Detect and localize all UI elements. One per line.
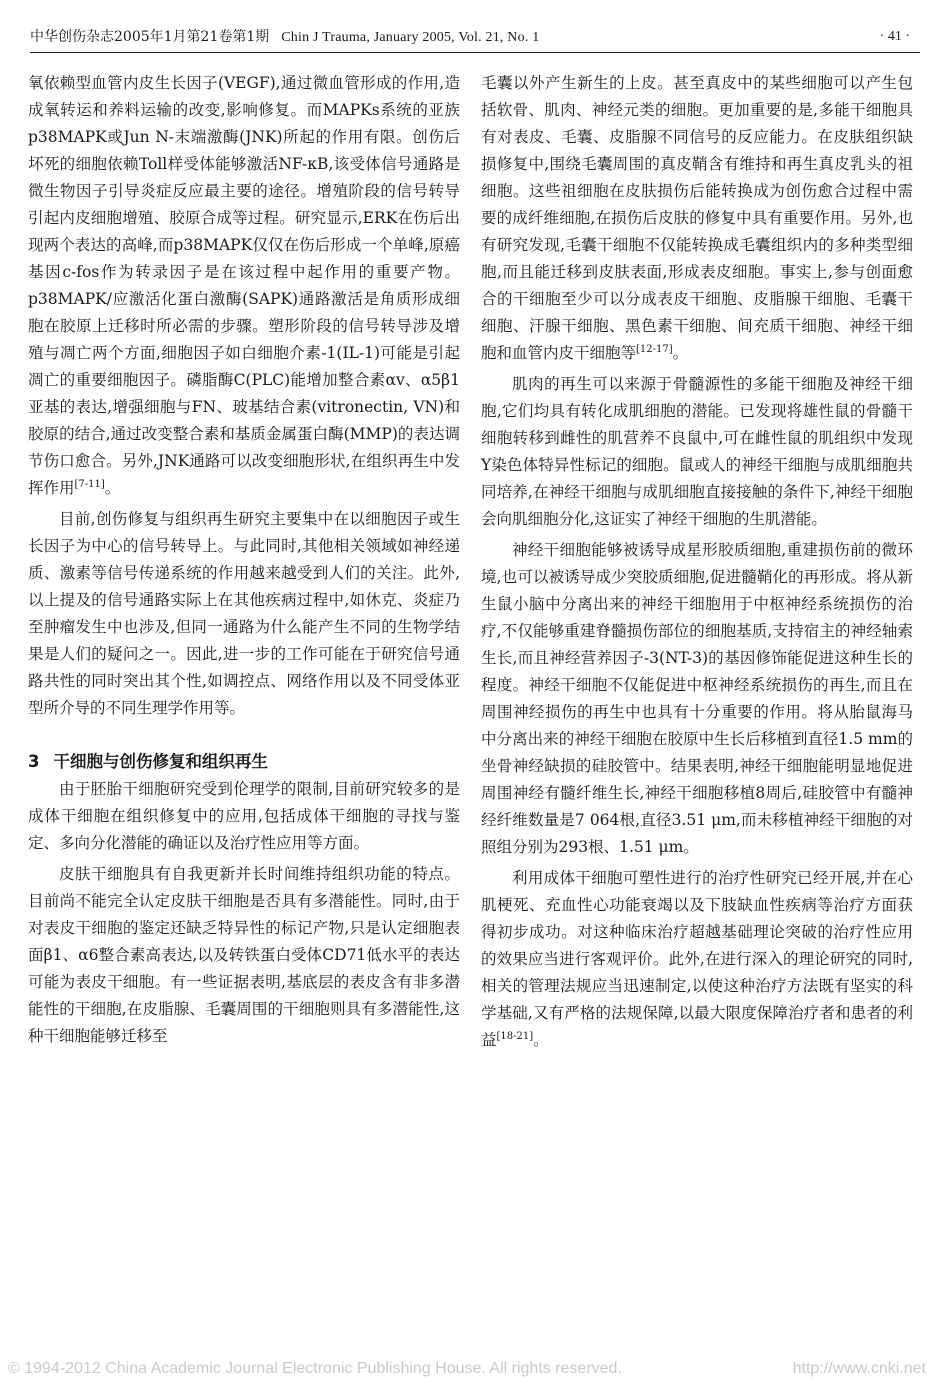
footer-url[interactable]: http://www.cnki.net [792, 1360, 926, 1377]
citation: [12-17] [636, 343, 673, 355]
paragraph-end: 。 [672, 344, 689, 362]
section-title: 干细胞与创伤修复和组织再生 [53, 752, 268, 771]
running-header [30, 26, 920, 53]
citation: [7-11] [74, 478, 105, 490]
paragraph-end: 。 [533, 1031, 549, 1049]
paragraph [28, 70, 460, 502]
paragraph [481, 70, 913, 367]
section-number: 3 [28, 752, 40, 771]
paragraph: 神经干细胞能够被诱导成星形胶质细胞,重建损伤前的微环境,也可以被诱导成少突胶质细胞,促进髓鞘化的再形成。将从新生鼠小脑中分离出来的神经干细胞用于中枢神经系统损伤的治疗,不仅能够重建脊髓损伤部位的细胞基质,支持宿主的神经轴索生长,而且神经营养因子-3(NT-3)的基因修饰能促进这种生长的程度。神经干细胞不仅能促进中枢神经系统损伤的再生,而且在周围神经损伤的再生中也具有十分重要的作用。将从胎鼠海马中分离出来的神经干细胞在胶原中生长后移植到直径1.5 mm的坐骨神经缺损的硅胶管中。结果表明,神经干细胞能明显地促进周围神经有髓纤维生长,神经干细胞移植8周后,硅胶管中有髓神经纤维数量是7 064根,直径3.51 μm,而未移植神经干细胞的对照组分别为293根、1.51 μm。 [481, 541, 913, 856]
page-number: · 41 · [879, 29, 910, 44]
journal-name-en: Chin J Trauma, January 2005, Vol. 21, No. 1 [281, 30, 540, 45]
paragraph: 肌肉的再生可以来源于骨髓源性的多能干细胞及神经干细胞,它们均具有转化成肌细胞的潜能。已发现将雄性鼠的骨髓干细胞转移到雌性的肌营养不良鼠中,可在雌性鼠的肌组织中发现Y染色体特异性标记的细胞。鼠或人的神经干细胞与成肌细胞共同培养,在神经干细胞与成肌细胞直接接触的条件下,神经干细胞会向肌细胞分化,这证实了神经干细胞的生肌潜能。 [481, 375, 913, 528]
copyright-notice: © 1994-2012 China Academic Journal Electronic Publishing House. All rights reserved. [8, 1360, 622, 1377]
paragraph-text: 毛囊以外产生新生的上皮。甚至真皮中的某些细胞可以产生包括软骨、肌肉、神经元类的细胞。更加重要的是,多能干细胞具有对表皮、毛囊、皮脂腺不同信号的反应能力。在皮肤组织缺损修复中,围绕毛囊周围的真皮鞘含有维持和再生真皮乳头的祖细胞。这些祖细胞在皮肤损伤后能转换成为创伤愈合过程中需要的成纤维细胞,在损伤后皮肤的修复中具有重要作用。另外,也有研究发现,毛囊干细胞不仅能转换成毛囊组织内的多种类型细胞,而且能迁移到皮肤表面,形成表皮细胞。事实上,参与创面愈合的干细胞至少可以分成表皮干细胞、皮脂腺干细胞、毛囊干细胞、汗腺干细胞、黑色素干细胞、间充质干细胞、神经干细胞和血管内皮干细胞等 [481, 74, 913, 362]
paragraph: 由于胚胎干细胞研究受到伦理学的限制,目前研究较多的是成体干细胞在组织修复中的应用,包括成体干细胞的寻找与鉴定、多向分化潜能的确证以及治疗性应用等方面。 [28, 780, 460, 852]
watermark-footer [0, 1358, 950, 1382]
paragraph [481, 865, 913, 1054]
paragraph: 皮肤干细胞具有自我更新并长时间维持组织功能的特点。目前尚不能完全认定皮肤干细胞是否具有多潜能性。同时,由于对表皮干细胞的鉴定还缺乏特异性的标记产物,只是认定细胞表面β1、α6整合素高表达,以及转铁蛋白受体CD71低水平的表达可能为表皮干细胞。有一些证据表明,基底层的表皮含有非多潜能性的干细胞,在皮脂腺、毛囊周围的干细胞则具有多潜能性,这种干细胞能够迁移至 [28, 865, 460, 1045]
left-column [28, 70, 460, 1050]
paragraph-end: 。 [104, 479, 121, 497]
citation: [18-21] [496, 1030, 534, 1042]
paragraph-text: 利用成体干细胞可塑性进行的治疗性研究已经开展,并在心肌梗死、充血性心功能衰竭以及下肢缺血性疾病等治疗方面获得初步成功。对这种临床治疗超越基础理论突破的治疗性应用的效果应当进行客观评价。此外,在进行深入的理论研究的同时,相关的管理法规应当迅速制定,以使这种治疗方法既有坚实的科学基础,又有严格的法规保障,以最大限度保障治疗者和患者的利益 [481, 869, 913, 1049]
paragraph: 目前,创伤修复与组织再生研究主要集中在以细胞因子或生长因子为中心的信号转导上。与此同时,其他相关领域如神经递质、激素等信号传递系统的作用越来越受到人们的关注。此外,以上提及的信号通路实际上在其他疾病过程中,如休克、炎症乃至肿瘤发生中也涉及,但同一通路为什么能产生不同的生物学结果是人们的疑问之一。因此,进一步的工作可能在于研究信号通路共性的同时突出其个性,如调控点、网络作用以及不同受体亚型所介导的不同生理学作用等。 [28, 510, 460, 717]
paragraph-text: 氧依赖型血管内皮生长因子(VEGF),通过微血管形成的作用,造成氧转运和养料运输的改变,影响修复。而MAPKs系统的亚族p38MAPK或Jun N-末端激酶(JNK)所起的作用有限。创伤后坏死的细胞依赖Toll样受体能够激活NF-κB,该受体信号通路是微生物因子引导炎症反应最主要的途径。增殖阶段的信号转导引起内皮细胞增殖、胶原合成等过程。研究显示,ERK在伤后出现两个表达的高峰,而p38MAPK仅仅在伤后形成一个单峰,原癌基因c-fos作为转录因子是在该过程中起作用的重要产物。p38MAPK/应激活化蛋白激酶(SAPK)通路激活是角质形成细胞在胶原上迁移时所必需的步骤。塑形阶段的信号转导涉及增殖与凋亡两个方面,细胞因子如白细胞介素-1(IL-1)可能是引起凋亡的重要细胞因子。磷脂酶C(PLC)能增加整合素αv、α5β1亚基的表达,增强细胞与FN、玻基结合素(vitronectin, VN)和胶原的结合,通过改变整合素和基质金属蛋白酶(MMP)的表达调节伤口愈合。另外,JNK通路可以改变细胞形状,在组织再生中发挥作用 [28, 74, 460, 497]
right-column [481, 70, 913, 1054]
journal-citation [30, 28, 539, 47]
journal-name-cn: 中华创伤杂志2005年1月第21卷第1期 [30, 29, 270, 45]
section-heading [28, 748, 460, 776]
